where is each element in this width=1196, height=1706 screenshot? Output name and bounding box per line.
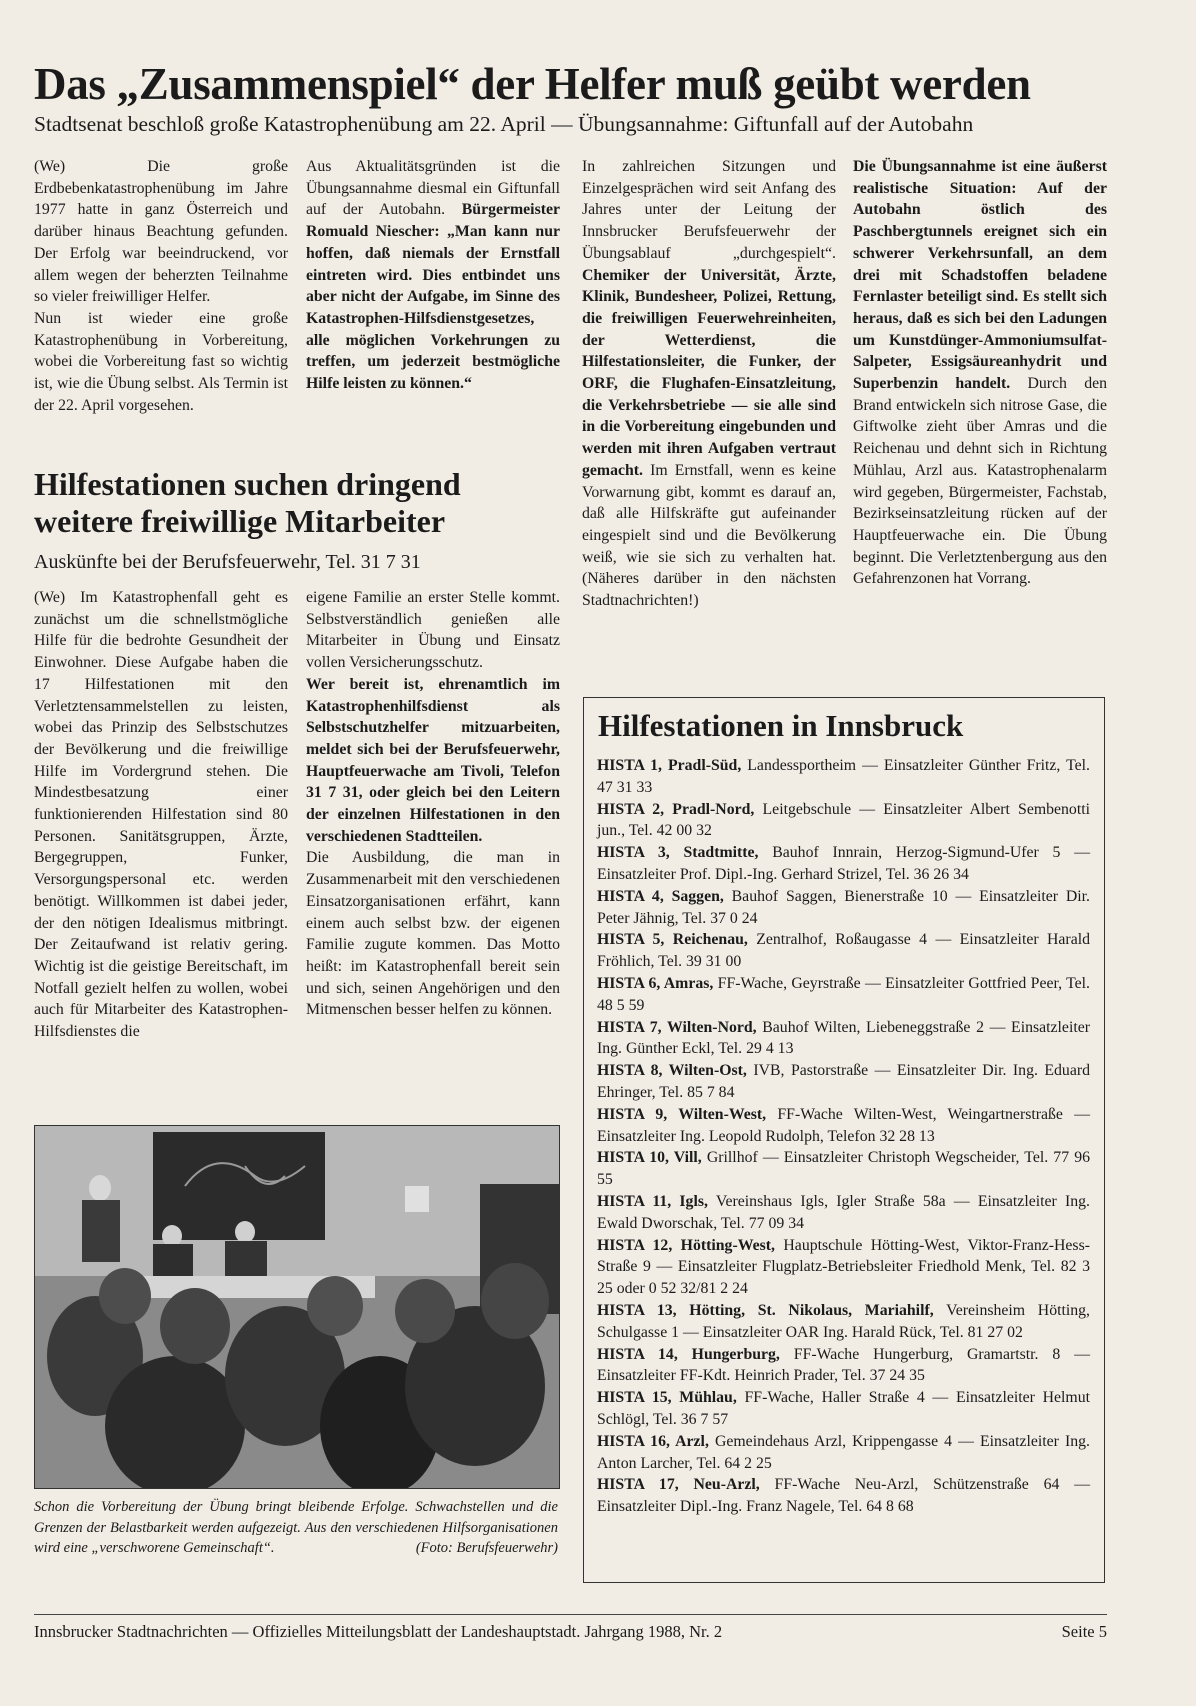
hilfestation-name: HISTA 9, Wilten-West, <box>597 1105 767 1123</box>
hilfestation-name: HISTA 12, Hötting-West, <box>597 1236 775 1254</box>
article1-col4-scenario: Die Übungsannahme ist eine äußerst realistische Situation: Auf der Autobahn östlich des Paschbergtunnels ereignet sich ein schwerer Verkehrsunfall, an dem drei mit Schadstoffen beladene Fernlaster beteiligt sind. Es stellt sich heraus, daß es sich bei den Ladungen um Kunstdünger-Ammoniumsulfat-Salpeter, Essigsäureanhydrit und Superbenzin handelt. <box>853 158 1107 393</box>
article1-col3-participants: Chemiker der Universität, Ärzte, Klinik, Bundesheer, Polizei, Rettung, die freiwilligen Feuerwehreinheiten, der Wetterdienst, die Hilfestationsleiter, die Funker, der ORF, die Flughafen-Einsatzleitung, die Verkehrsbetriebe — sie alle sind in die Vorbereitung eingebunden und werden mit ihren Aufgaben vertraut gemacht. <box>582 266 836 479</box>
hilfestation-details: FF-Wache Neu-Arzl, Schützenstraße 64 — Einsatzleiter Dipl.-Ing. Franz Nagele, Tel. 64 8 68 <box>597 1476 1091 1516</box>
hilfestation-details: Gemeindehaus Arzl, Krippengasse 4 — Einsatzleiter Ing. Anton Larcher, Tel. 64 2 25 <box>597 1432 1090 1472</box>
hilfestation-entry <box>597 1235 1090 1300</box>
hilfestation-entry <box>597 1060 1090 1104</box>
article1-column-3 <box>582 156 836 612</box>
hilfestation-details: FF-Wache Hungerburg, Gramartstr. 8 — Einsatzleiter FF-Kdt. Heinrich Prader, Tel. 37 24 35 <box>597 1345 1090 1385</box>
hilfestationen-box-title: Hilfestationen in Innsbruck <box>598 708 964 743</box>
article1-col1-paragraph-1: (We) Die große Erdbebenkatastrophenübung im Jahre 1977 hatte in ganz Österreich und darüber hinaus Beachtung gefunden. Der Erfolg war beeindruckend, vor allem wegen der beherzten Teilnahme so vieler freiwilliger Helfer. <box>34 158 288 306</box>
hilfestation-name: HISTA 14, Hungerburg, <box>597 1345 780 1363</box>
footer-publication: Innsbrucker Stadtnachrichten — Offizielles Mitteilungsblatt der Landeshauptstadt. Jahrgang 1988, Nr. 2 <box>34 1622 723 1641</box>
hilfestation-entry <box>597 842 1090 886</box>
photo-credit: (Foto: Berufsfeuerwehr) <box>415 1540 558 1556</box>
hilfestation-entry <box>597 1387 1090 1431</box>
article2-headline: Hilfestationen suchen dringend weitere freiwillige Mitarbeiter <box>34 466 461 539</box>
hilfestation-details: Bauhof Saggen, Bienerstraße 10 — Einsatzleiter Dir. Peter Jähnig, Tel. 37 0 24 <box>597 887 1090 927</box>
hilfestation-entry <box>597 1300 1090 1344</box>
article1-col2-text: Aus Aktualitätsgründen ist die Übungsannahme diesmal ein Giftunfall auf der Autobahn. <box>306 158 560 219</box>
hilfestation-entry <box>597 755 1090 799</box>
photo-caption-text: Schon die Vorbereitung der Übung bringt bleibende Erfolge. Schwachstellen und die Grenzen der Belastbarkeit werden aufgezeigt. Aus den verschiedenen Hilfsorganisationen wird eine „verschworene Gemeinschaft“. <box>34 1499 558 1556</box>
hilfestation-details: Hauptschule Hötting-West, Viktor-Franz-Hess-Straße 9 — Einsatzleiter Flugplatz-Betriebsleiter Friedhold Menk, Tel. 82 3 25 oder 0 52 32/81 2 24 <box>597 1236 1090 1298</box>
hilfestation-details: Zentralhof, Roßaugasse 4 — Einsatzleiter Harald Fröhlich, Tel. 39 31 00 <box>597 931 1090 971</box>
hilfestation-name: HISTA 3, Stadtmitte, <box>597 844 759 862</box>
hilfestation-details: IVB, Pastorstraße — Einsatzleiter Dir. Ing. Eduard Ehringer, Tel. 85 7 84 <box>597 1062 1090 1101</box>
article1-column-1 <box>34 156 288 416</box>
hilfestation-name: HISTA 1, Pradl-Süd, <box>597 757 742 774</box>
hilfestation-entry <box>597 1104 1090 1148</box>
article2-col2-call-to-action: Wer bereit ist, ehrenamtlich im Katastrophenhilfsdienst als Selbstschutzhelfer mitzuarbeiten, meldet sich bei der Berufsfeuerwehr, Hauptfeuerwache am Tivoli, Telefon 31 7 31, oder gleich bei den Leitern der einzelnen Hilfestationen in den verschiedenen Stadtteilen. <box>306 675 560 845</box>
article1-col3-intro: In zahlreichen Sitzungen und Einzelgesprächen wird seit Anfang des Jahres unter der Leitung der Innsbrucker Berufsfeuerwehr der Übungsablauf „durchgespielt“. <box>582 158 836 262</box>
article1-col2-quote: Bürgermeister Romuald Niescher: „Man kann nur hoffen, daß niemals der Ernstfall eintreten wird. Dies entbindet uns aber nicht der Aufgabe, im Sinne des Katastrophen-Hilfsdienstgesetzes, alle möglichen Vorkehrungen zu treffen, um jederzeit bestmögliche Hilfe leisten zu können.“ <box>306 201 560 393</box>
hilfestationen-list <box>597 755 1090 1518</box>
hilfestation-details: Landessportheim — Einsatzleiter Günther Fritz, Tel. 47 31 33 <box>597 757 1090 796</box>
article1-column-2 <box>306 156 560 395</box>
hilfestation-details: Vereinshaus Igls, Igler Straße 58a — Einsatzleiter Ing. Ewald Dworschak, Tel. 77 09 34 <box>597 1192 1090 1232</box>
hilfestation-entry <box>597 1147 1090 1191</box>
article1-col3-tail: Im Ernstfall, wenn es keine Vorwarnung gibt, kommt es darauf an, daß alle Hilfskräfte gut aufeinander eingespielt sind und die Bevölkerung weiß, wie sie sich zu verhalten hat. (Näheres darüber in den nächsten Stadtnachrichten!) <box>582 461 836 610</box>
hilfestation-name: HISTA 8, Wilten-Ost, <box>597 1062 747 1080</box>
article2-column-1 <box>34 587 288 1043</box>
hilfestation-name: HISTA 7, Wilten-Nord, <box>597 1018 757 1036</box>
hilfestation-name: HISTA 10, Vill, <box>597 1149 702 1167</box>
hilfestation-name: HISTA 4, Saggen, <box>597 887 724 905</box>
hilfestation-details: FF-Wache, Haller Straße 4 — Einsatzleiter Helmut Schlögl, Tel. 36 7 57 <box>597 1389 1090 1428</box>
article1-subheadline: Stadtsenat beschloß große Katastrophenübung am 22. April — Übungsannahme: Giftunfall auf der Autobahn <box>34 112 974 136</box>
hilfestation-entry <box>597 886 1090 930</box>
article1-col1-paragraph-2: Nun ist wieder eine große Katastrophenübung in Vorbereitung, wobei die Vorbereitung fast so wichtig ist, wie die Übung selbst. Als Termin ist der 22. April vorgesehen. <box>34 309 288 414</box>
hilfestation-name: HISTA 16, Arzl, <box>597 1432 709 1450</box>
footer-page-number: Seite 5 <box>1061 1622 1107 1641</box>
article2-col2-paragraph-3: Die Ausbildung, die man in Zusammenarbeit mit den verschiedenen Einsatzorganisationen erfährt, kann einem auch selbst bzw. der eigenen Familie zugute kommen. Das Motto heißt: im Katastrophenfall bereit sein und sich, seinen Angehörigen und den Mitmenschen besser helfen zu können. <box>306 849 560 1019</box>
article2-column-2 <box>306 587 560 1021</box>
hilfestation-entry <box>597 1017 1090 1061</box>
hilfestation-name: HISTA 5, Reichenau, <box>597 931 748 949</box>
hilfestation-name: HISTA 17, Neu-Arzl, <box>597 1476 760 1494</box>
hilfestation-name: HISTA 2, Pradl-Nord, <box>597 800 755 818</box>
hilfestation-name: HISTA 15, Mühlau, <box>597 1389 737 1407</box>
article2-col2-paragraph-1: eigene Familie an erster Stelle kommt. Selbstverständlich genießen alle Mitarbeiter in Übung und Einsatz vollen Versicherungsschutz. <box>306 589 560 672</box>
meeting-photo-illustration <box>35 1126 559 1488</box>
hilfestation-entry <box>597 929 1090 973</box>
hilfestation-entry <box>597 1474 1090 1518</box>
hilfestation-details: Bauhof Innrain, Herzog-Sigmund-Ufer 5 — Einsatzleiter Prof. Dipl.-Ing. Gerhard Strizel, Tel. 36 26 34 <box>597 844 1090 883</box>
hilfestation-details: FF-Wache Wilten-West, Weingartnerstraße — Einsatzleiter Ing. Leopold Rudolph, Telefon 32 28 13 <box>597 1105 1090 1145</box>
hilfestation-entry <box>597 799 1090 843</box>
hilfestation-name: HISTA 11, Igls, <box>597 1192 708 1210</box>
article2-col1-paragraph: (We) Im Katastrophenfall geht es zunächst um die schnellstmögliche Hilfe für die bedrohte Gesundheit der Einwohner. Diese Aufgabe haben die 17 Hilfestationen mit den Verletztensammelstellen zu leisten, wobei das Prinzip des Selbstschutzes der Bevölkerung und die freiwillige Hilfe im Vordergrund stehen. Die Mindestbesatzung einer funktionierenden Hilfestation sind 80 Personen. Sanitätsgruppen, Ärzte, Bergegruppen, Funker, Versorgungspersonal etc. werden benötigt. Willkommen ist dabei jeder, der den nötigen Idealismus mitbringt. Der Zeitaufwand ist relativ gering. Wichtig ist die geistige Bereitschaft, im Notfall gezielt helfen zu wollen, wobei auch für Mitarbeiter des Katastrophen-Hilfsdienstes die <box>34 589 288 1041</box>
footer <box>34 1622 1107 1642</box>
footer-rule <box>34 1614 1107 1615</box>
hilfestation-entry <box>597 1344 1090 1388</box>
hilfestation-entry <box>597 1431 1090 1475</box>
photo-caption <box>34 1497 558 1559</box>
hilfestation-name: HISTA 6, Amras, <box>597 974 714 992</box>
hilfestation-entry <box>597 973 1090 1017</box>
hilfestation-details: Grillhof — Einsatzleiter Christoph Wegscheider, Tel. 77 96 55 <box>597 1149 1091 1189</box>
article1-col4-text: Durch den Brand entwickeln sich nitrose Gase, die Giftwolke zieht über Amras und die Reichenau und dehnt sich in Richtung Mühlau, Arzl aus. Katastrophenalarm wird gegeben, Bürgermeister, Fachstab, Bezirkseinsatzleitung rücken auf der Hauptfeuerwache ein. Die Übung beginnt. Die Verletztenbergung aus den Gefahrenzonen hat Vorrang. <box>853 375 1107 588</box>
hilfestation-details: Vereinsheim Hötting, Schulgasse 1 — Einsatzleiter OAR Ing. Harald Rück, Tel. 81 27 02 <box>597 1301 1091 1341</box>
article1-headline: Das „Zusammenspiel“ der Helfer muß geübt werden <box>34 59 1031 109</box>
hilfestation-entry <box>597 1191 1090 1235</box>
hilfestation-details: Leitgebschule — Einsatzleiter Albert Sembenotti jun., Tel. 42 00 32 <box>597 800 1090 840</box>
meeting-photo <box>34 1125 560 1489</box>
article1-column-4 <box>853 156 1107 590</box>
hilfestation-details: Bauhof Wilten, Liebeneggstraße 2 — Einsatzleiter Ing. Günther Eckl, Tel. 29 4 13 <box>597 1018 1090 1058</box>
hilfestation-name: HISTA 13, Hötting, St. Nikolaus, Mariahilf, <box>597 1301 934 1319</box>
article2-subheadline: Auskünfte bei der Berufsfeuerwehr, Tel. 31 7 31 <box>34 551 421 573</box>
hilfestation-details: FF-Wache, Geyrstraße — Einsatzleiter Gottfried Peer, Tel. 48 5 59 <box>597 974 1090 1014</box>
